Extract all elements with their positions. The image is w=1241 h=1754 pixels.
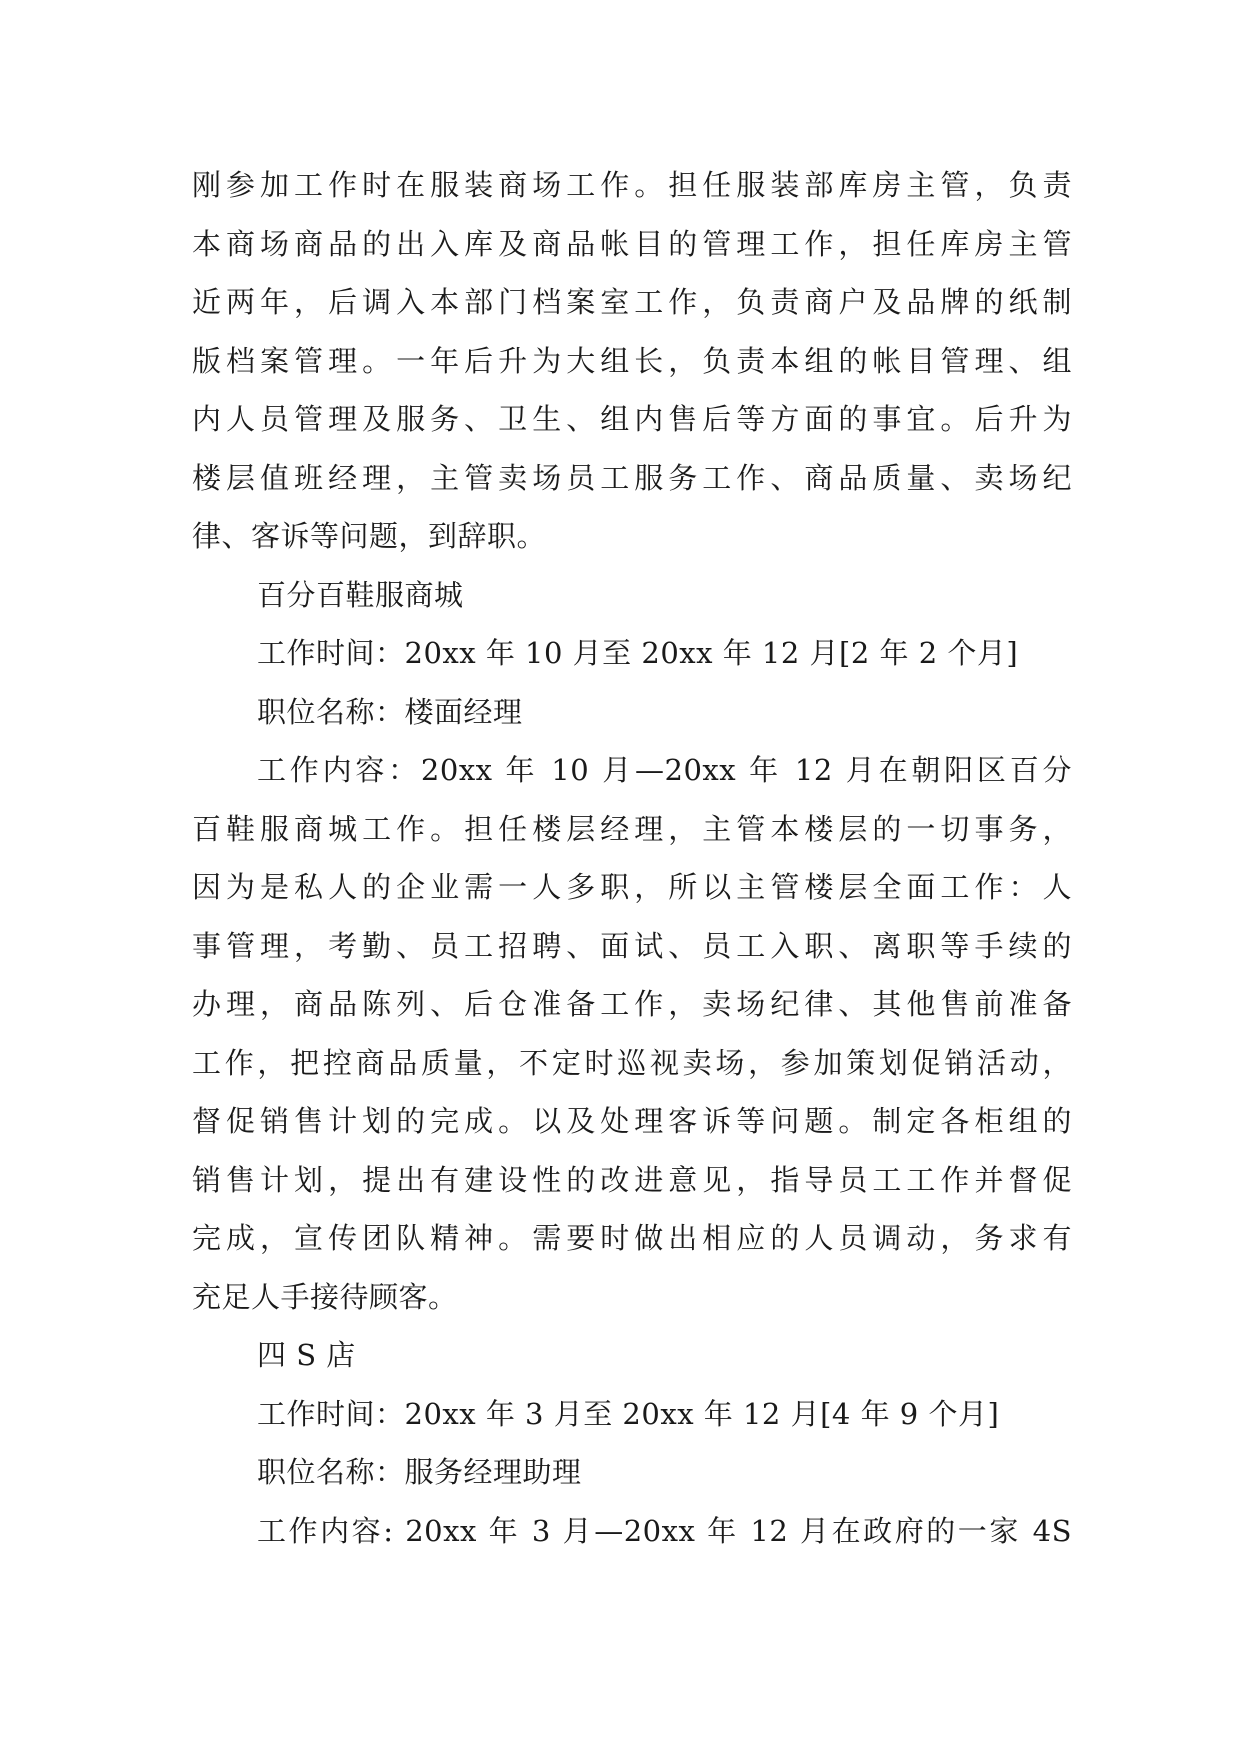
text-line: 职位名称：楼面经理: [257, 694, 523, 729]
text-line: 工作，把控商品质量，不定时巡视卖场，参加策划促销活动，: [192, 1045, 1072, 1080]
text-line: 事管理，考勤、员工招聘、面试、员工入职、离职等手续的: [192, 928, 1072, 963]
text-line: 本商场商品的出入库及商品帐目的管理工作，担任库房主管: [192, 226, 1072, 261]
text-line: 百鞋服商城工作。担任楼层经理，主管本楼层的一切事务，: [192, 811, 1072, 846]
text-line: 版档案管理。一年后升为大组长，负责本组的帐目管理、组: [192, 343, 1072, 378]
text-line: 充足人手接待顾客。: [192, 1279, 458, 1314]
text-line: 因为是私人的企业需一人多职，所以主管楼层全面工作：人: [192, 870, 1072, 904]
text-line: 四 S 店: [257, 1338, 356, 1372]
text-line: 工作内容：20xx 年 10 月—20xx 年 12 月在朝阳区百分: [257, 753, 1072, 787]
text-line: 办理，商品陈列、后仓准备工作，卖场纪律、其他售前准备: [192, 987, 1072, 1021]
text-line: 刚参加工作时在服装商场工作。担任服装部库房主管，负责: [192, 168, 1072, 202]
text-line: 工作内容: 20xx 年 3 月—20xx 年 12 月在政府的一家 4S: [257, 1513, 1072, 1548]
text-line: 职位名称：服务经理助理: [257, 1455, 582, 1489]
text-line: 完成，宣传团队精神。需要时做出相应的人员调动，务求有: [192, 1221, 1072, 1255]
text-line: 律、客诉等问题，到辞职。: [192, 519, 547, 553]
text-line: 督促销售计划的完成。以及处理客诉等问题。制定各柜组的: [192, 1104, 1072, 1138]
text-line: 近两年，后调入本部门档案室工作，负责商户及品牌的纸制: [192, 285, 1072, 319]
document-body: [192, 156, 1072, 1560]
text-line: 内人员管理及服务、卫生、组内售后等方面的事宜。后升为: [192, 402, 1072, 436]
text-line: 销售计划，提出有建设性的改进意见，指导员工工作并督促: [192, 1162, 1072, 1197]
text-line: 工作时间：20xx 年 10 月至 20xx 年 12 月[2 年 2 个月]: [257, 636, 1019, 670]
text-line: 工作时间：20xx 年 3 月至 20xx 年 12 月[4 年 9 个月]: [257, 1396, 1000, 1431]
text-line: 百分百鞋服商城: [257, 577, 464, 612]
text-line: 楼层值班经理，主管卖场员工服务工作、商品质量、卖场纪: [192, 460, 1072, 495]
